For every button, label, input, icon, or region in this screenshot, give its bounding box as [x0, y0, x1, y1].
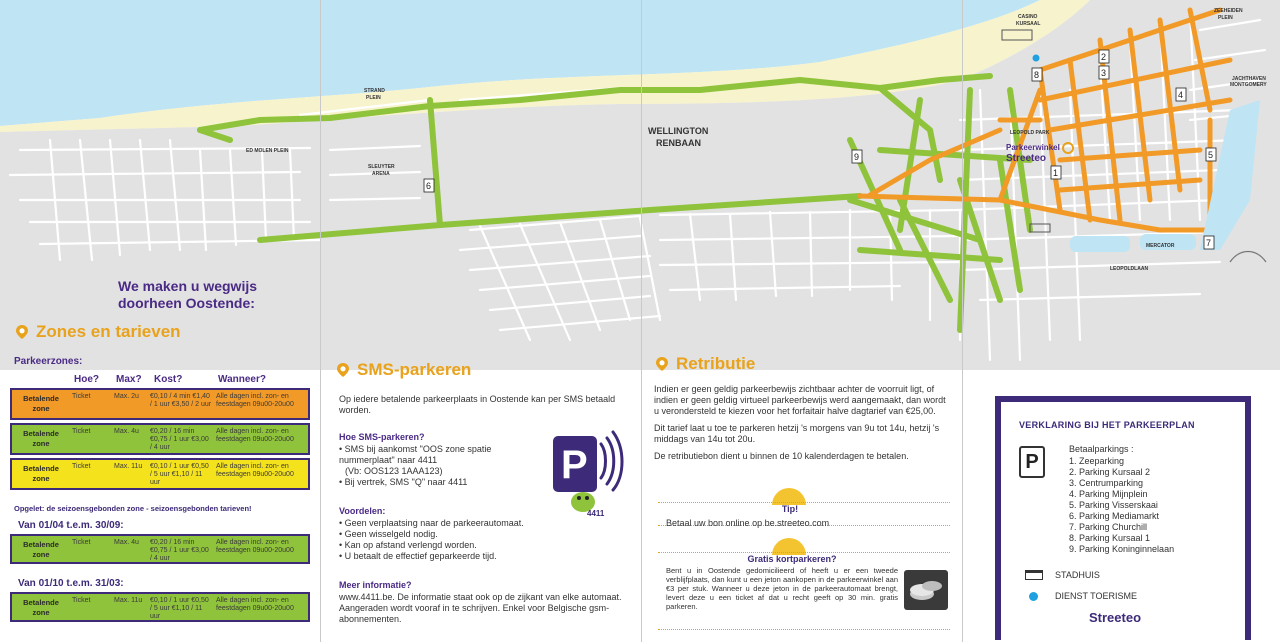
svg-text:7: 7 — [1206, 238, 1212, 248]
zone-kost: €0,10 / 1 uur €0,50 / 5 uur €1,10 / 11 uur — [150, 463, 209, 486]
zone-row-orange — [10, 388, 310, 420]
coin-icon — [904, 570, 948, 610]
col-max: Max? — [116, 374, 142, 385]
map-label-renbaan: RENBAAN — [656, 138, 701, 148]
parking-marker-2[interactable] — [1099, 50, 1109, 63]
sms-parking-logo-icon — [553, 430, 625, 520]
season-warning: Opgelet: de seizoensgebonden zone - seizoensgebonden tarieven! — [14, 504, 252, 513]
map-label-jachthaven: JACHTHAVEN — [1232, 76, 1266, 82]
col-wanneer: Wanneer? — [218, 374, 266, 385]
parking-marker-4[interactable] — [1176, 88, 1186, 101]
svg-text:3: 3 — [1101, 68, 1107, 78]
map-label-plein: PLEIN — [366, 95, 381, 101]
zone-wanneer: Alle dagen incl. zon- en feestdagen 09u00-20u00 — [216, 463, 294, 478]
retributie-text — [654, 384, 950, 468]
zone-kost: €0,10 / 1 uur €0,50 / 5 uur €1,10 / 11 uur — [150, 597, 209, 620]
tip-title: Tip! — [781, 504, 799, 514]
map-label-leopoldlaan: LEOPOLDLAAN — [1110, 266, 1149, 272]
zone-hoe: Ticket — [72, 597, 91, 604]
svg-text:6: 6 — [426, 181, 432, 191]
sms-heading — [335, 360, 471, 380]
col-kost: Kost? — [154, 374, 183, 385]
verklaring-title: VERKLARING BIJ HET PARKEERPLAN — [1019, 420, 1195, 430]
zone-row-green — [10, 423, 310, 455]
sms-panel — [321, 360, 641, 642]
svg-text:4: 4 — [1178, 90, 1184, 100]
zones-heading-text: Zones en tarieven — [36, 322, 181, 341]
period2-title: Van 01/10 t.e.m. 31/03: — [18, 578, 124, 589]
svg-text:9: 9 — [854, 152, 860, 162]
map-label-streeteo: Streeteo — [1006, 153, 1047, 164]
zone-hoe: Ticket — [72, 428, 91, 435]
verklaring-panel — [963, 370, 1280, 642]
list-item: • SMS bij aankomst "OOS zone spatie nummerplaat" naar 4411 — [339, 444, 492, 465]
list-item: (Vb: OOS123 1AAA123) — [345, 466, 443, 476]
retributie-heading — [654, 354, 755, 374]
sms-logo-number: 4411 — [587, 509, 605, 518]
sms-how-list — [339, 444, 539, 488]
period1-zone-row — [10, 534, 310, 564]
zones-panel — [0, 272, 320, 642]
fold-line-1 — [320, 0, 321, 642]
svg-text:5: 5 — [1208, 150, 1214, 160]
gratis-text: Bent u in Oostende gedomicilieerd of heeft u er een tweede verblijfplaats, dan kunt u een jeton aankopen in de parkeerwinkel aan €3 per stuk. Wanneer u deze jeton in de parkeerautomaat brengt, levert deze u een ticket af dat u recht geeft op 30 min. gratis parkeren. — [666, 566, 898, 611]
zones-subheading: Parkeerzones: — [14, 356, 83, 367]
legend-toerisme: DIENST TOERISME — [1055, 591, 1138, 601]
zone-wanneer: Alle dagen incl. zon- en feestdagen 09u00-20u00 — [216, 539, 294, 554]
list-item: 3. Centrumparking — [1069, 478, 1144, 488]
list-item: • U betaalt de effectief geparkeerde tijd. — [339, 551, 497, 561]
retributie-panel — [642, 354, 962, 642]
list-item: 2. Parking Kursaal 2 — [1069, 467, 1151, 477]
sms-info-text: www.4411.be. De informatie staat ook op de zijkant van elke automaat. Aangeraden wordt vooraf in te schrijven. Enkel voor Belgische gsm-abonnementen. — [339, 592, 622, 624]
fold-line-3 — [962, 0, 963, 642]
sms-heading-text: SMS-parkeren — [357, 360, 472, 379]
sms-how-title: Hoe SMS-parkeren? — [339, 432, 425, 442]
intro-line-1: We maken u wegwijs — [118, 278, 258, 294]
location-pin-icon — [654, 356, 670, 372]
svg-text:2: 2 — [1101, 52, 1107, 62]
parking-marker-3[interactable] — [1099, 66, 1109, 79]
zone-max: Max. 4u — [114, 539, 139, 546]
map-label-arena: ARENA — [372, 171, 390, 177]
fold-line-2 — [641, 0, 642, 642]
zones-column-headers — [14, 374, 310, 388]
retributie-p3: De retributiebon dient u binnen de 10 kalenderdagen te betalen. — [654, 451, 909, 461]
list-item: 6. Parking Mediamarkt — [1069, 511, 1160, 521]
list-item: 4. Parking Mijnplein — [1069, 489, 1148, 499]
list-item: 7. Parking Churchill — [1069, 522, 1148, 532]
period1-title: Van 01/04 t.e.m. 30/09: — [18, 520, 124, 531]
parking-marker-1[interactable] — [1051, 166, 1061, 179]
list-item: • Kan op afstand verlengd worden. — [339, 540, 477, 550]
map-label-parkeerwinkel: Parkeerwinkel — [1006, 143, 1060, 152]
map-label-montgomery: MONTGOMERY — [1230, 82, 1267, 88]
map-label-casino: CASINO — [1018, 14, 1038, 20]
betaalparkings-title: Betaalparkings : — [1069, 444, 1134, 454]
svg-text:8: 8 — [1034, 70, 1040, 80]
period2-zone-row — [10, 592, 310, 622]
map-label-zeeheiden-plein: PLEIN — [1218, 15, 1233, 21]
sms-intro: Op iedere betalende parkeerplaats in Oostende kan per SMS betaald worden. — [339, 394, 616, 415]
gratis-title: Gratis kortparkeren? — [747, 554, 837, 564]
zone-hoe: Ticket — [72, 463, 91, 470]
retributie-p1: Indien er geen geldig parkeerbewijs zichtbaar achter de voorruit ligt, of indien er geen geldig virtueel parkeerbewijs werd aangemaakt, dan wordt u verondersteld te kiezen voor het forfaitair halve dagtarief van €25,00. — [654, 384, 946, 416]
zone-kost: €0,20 / 16 min €0,75 / 1 uur €3,00 / 4 uur — [150, 428, 209, 451]
map-label-edmolenplein: ED MOLEN PLEIN — [246, 148, 289, 154]
retributie-p2: Dit tarief laat u toe te parkeren hetzij 's morgens van 9u tot 14u, hetzij 's middags van 14u tot 20u. — [654, 423, 940, 444]
zone-name: Betalende zone — [23, 598, 59, 617]
zone-max: Max. 11u — [114, 463, 143, 470]
parking-marker-7[interactable] — [1204, 236, 1214, 249]
list-item: • Bij vertrek, SMS "Q" naar 4411 — [339, 477, 468, 487]
streeteo-logo: Streeteo — [1089, 610, 1142, 625]
parking-marker-8[interactable] — [1032, 68, 1042, 81]
legend-stadhuis: STADHUIS — [1055, 570, 1100, 580]
parking-marker-6[interactable] — [424, 179, 434, 192]
zone-hoe: Ticket — [72, 539, 91, 546]
tip-link-text[interactable]: Betaal uw bon online op be.streeteo.com — [666, 518, 830, 528]
list-item: 1. Zeeparking — [1069, 456, 1125, 466]
map-label-strand: STRAND — [364, 88, 385, 94]
zones-heading — [14, 322, 181, 342]
intro-line-2: doorheen Oostende: — [118, 295, 255, 311]
zone-max: Max. 4u — [114, 428, 139, 435]
map-label-leopold-park: LEOPOLD PARK — [1010, 130, 1050, 136]
zone-wanneer: Alle dagen incl. zon- en feestdagen 09u00-20u00 — [216, 597, 294, 612]
retributie-heading-text: Retributie — [676, 354, 756, 373]
list-item: 8. Parking Kursaal 1 — [1069, 533, 1151, 543]
map-label-wellington: WELLINGTON — [648, 126, 709, 136]
location-pin-icon — [14, 324, 30, 340]
parking-marker-9[interactable] — [852, 150, 862, 163]
betaalparkings-list — [1069, 456, 1174, 555]
stadhuis-icon — [1025, 570, 1043, 580]
zone-kost: €0,10 / 4 min €1,40 / 1 uur €3,50 / 2 uur — [150, 393, 212, 408]
map-label-zeeheiden: ZEEHEIDEN — [1214, 8, 1243, 14]
zone-name: Betalende zone — [23, 429, 59, 448]
sms-adv-title: Voordelen: — [339, 506, 386, 516]
list-item: • Geen verplaatsing naar de parkeerautomaat. — [339, 518, 524, 528]
sms-adv-list — [339, 518, 599, 562]
list-item: 9. Parking Koninginnelaan — [1069, 544, 1175, 554]
zone-name: Betalende zone — [23, 540, 59, 559]
zone-hoe: Ticket — [72, 393, 91, 400]
svg-text:P: P — [561, 443, 588, 487]
toerisme-dot-icon — [1029, 592, 1038, 601]
zone-max: Max. 11u — [114, 597, 143, 604]
sms-info-title: Meer informatie? — [339, 580, 412, 590]
zone-name: Betalende zone — [23, 394, 59, 413]
zone-name: Betalende zone — [23, 464, 59, 483]
map-label-kursaal: KURSAAL — [1016, 21, 1041, 27]
zone-wanneer: Alle dagen incl. zon- en feestdagen 09u00-20u00 — [216, 428, 294, 443]
col-hoe: Hoe? — [74, 374, 99, 385]
list-item: 5. Parking Visserskaai — [1069, 500, 1158, 510]
zone-wanneer: Alle dagen incl. zon- en feestdagen 09u00-20u00 — [216, 393, 294, 408]
map-label-mercator: MERCATOR — [1146, 243, 1175, 249]
map-label-sleuyter: SLEUYTER — [368, 164, 395, 170]
jeton-coin-image — [904, 570, 948, 610]
zone-max: Max. 2u — [114, 393, 139, 400]
svg-text:1: 1 — [1053, 168, 1059, 178]
jachthaven-dock — [1070, 236, 1130, 252]
tourism-office-icon — [1033, 55, 1040, 62]
parking-p-icon: P — [1019, 446, 1045, 478]
parking-marker-5[interactable] — [1206, 148, 1216, 161]
list-item: • Geen wisselgeld nodig. — [339, 529, 438, 539]
zone-row-yellow — [10, 458, 310, 490]
zone-kost: €0,20 / 16 min €0,75 / 1 uur €3,00 / 4 uur — [150, 539, 209, 562]
intro-title — [118, 278, 298, 312]
location-pin-icon — [335, 362, 351, 378]
